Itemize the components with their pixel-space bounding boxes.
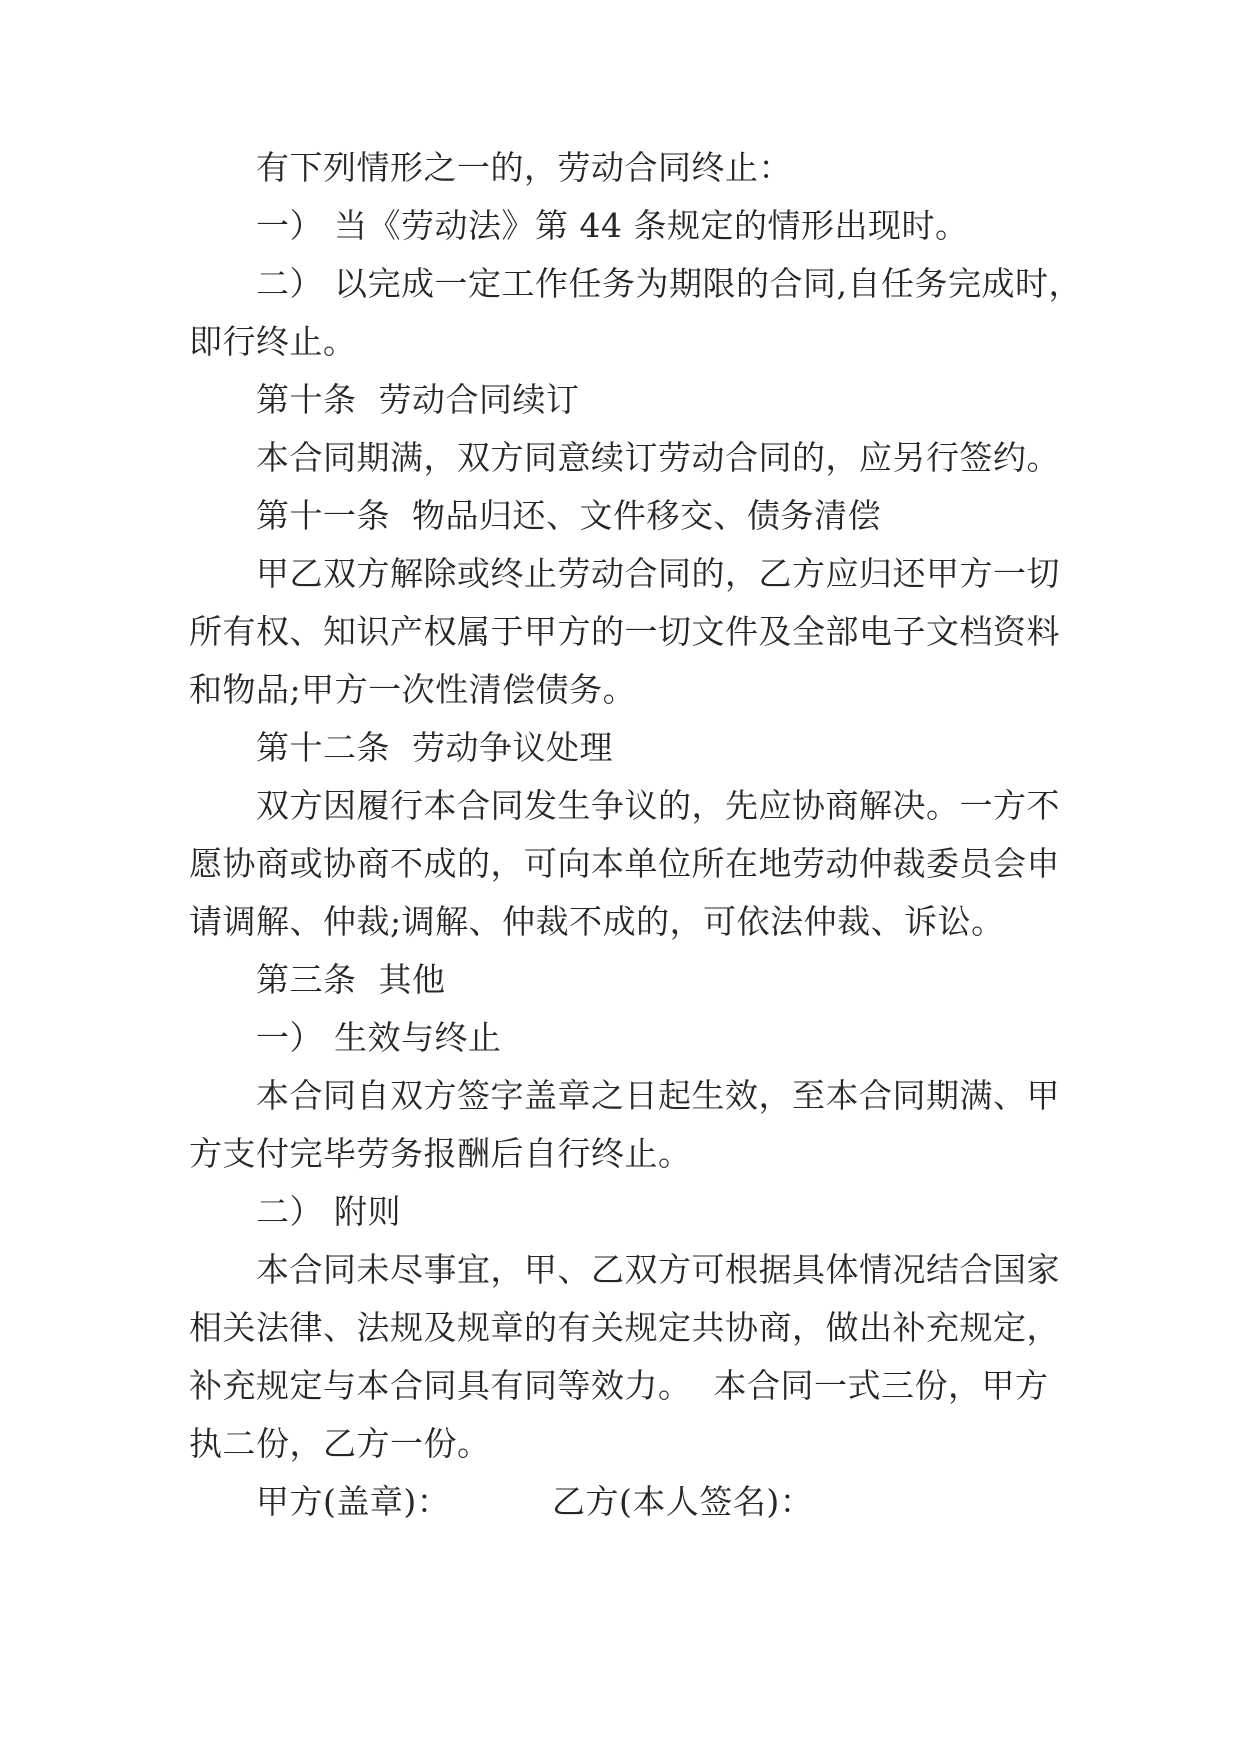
paragraph-line: 二） 以完成一定工作任务为期限的合同,自任务完成时， [256, 264, 1082, 303]
paragraph-line: 一） 当《劳动法》第 44 条规定的情形出现时。 [256, 206, 969, 245]
paragraph-line: 执二份，乙方一份。 [189, 1424, 491, 1463]
paragraph-line: 方支付完毕劳务报酬后自行终止。 [189, 1134, 692, 1173]
paragraph-line: 本合同期满，双方同意续订劳动合同的，应另行签约。 [256, 438, 1060, 477]
section-heading: 第十条 劳动合同续订 [256, 380, 580, 419]
paragraph-line: 甲乙双方解除或终止劳动合同的，乙方应归还甲方一切 [256, 554, 1060, 593]
subsection-heading: 一） 生效与终止 [256, 1018, 502, 1057]
paragraph-line: 所有权、知识产权属于甲方的一切文件及全部电子文档资料 [189, 612, 1060, 651]
paragraph-line: 愿协商或协商不成的，可向本单位所在地劳动仲裁委员会申 [189, 844, 1060, 883]
section-heading: 第三条 其他 [256, 960, 446, 999]
paragraph-line: 本合同自双方签字盖章之日起生效，至本合同期满、甲 [256, 1076, 1060, 1115]
paragraph-line: 和物品;甲方一次性清偿债务。 [189, 670, 637, 709]
paragraph-line: 即行终止。 [189, 322, 357, 361]
paragraph-line: 有下列情形之一的，劳动合同终止： [256, 148, 792, 187]
paragraph-line: 补充规定与本合同具有同等效力。 本合同一式三份，甲方 [189, 1366, 1049, 1405]
paragraph-line: 双方因履行本合同发生争议的，先应协商解决。一方不 [256, 786, 1060, 825]
party-b-signature-label: 乙方(本人签名)： [552, 1482, 814, 1521]
paragraph-line: 请调解、仲裁;调解、仲裁不成的，可依法仲裁、诉讼。 [189, 902, 1005, 941]
party-a-signature-label: 甲方(盖章)： [256, 1482, 451, 1521]
section-heading: 第十一条 物品归还、文件移交、债务清偿 [256, 496, 881, 535]
section-heading: 第十二条 劳动争议处理 [256, 728, 613, 767]
paragraph-line: 相关法律、法规及规章的有关规定共协商，做出补充规定， [189, 1308, 1060, 1347]
paragraph-line: 本合同未尽事宜，甲、乙双方可根据具体情况结合国家 [256, 1250, 1060, 1289]
subsection-heading: 二） 附则 [256, 1192, 401, 1231]
